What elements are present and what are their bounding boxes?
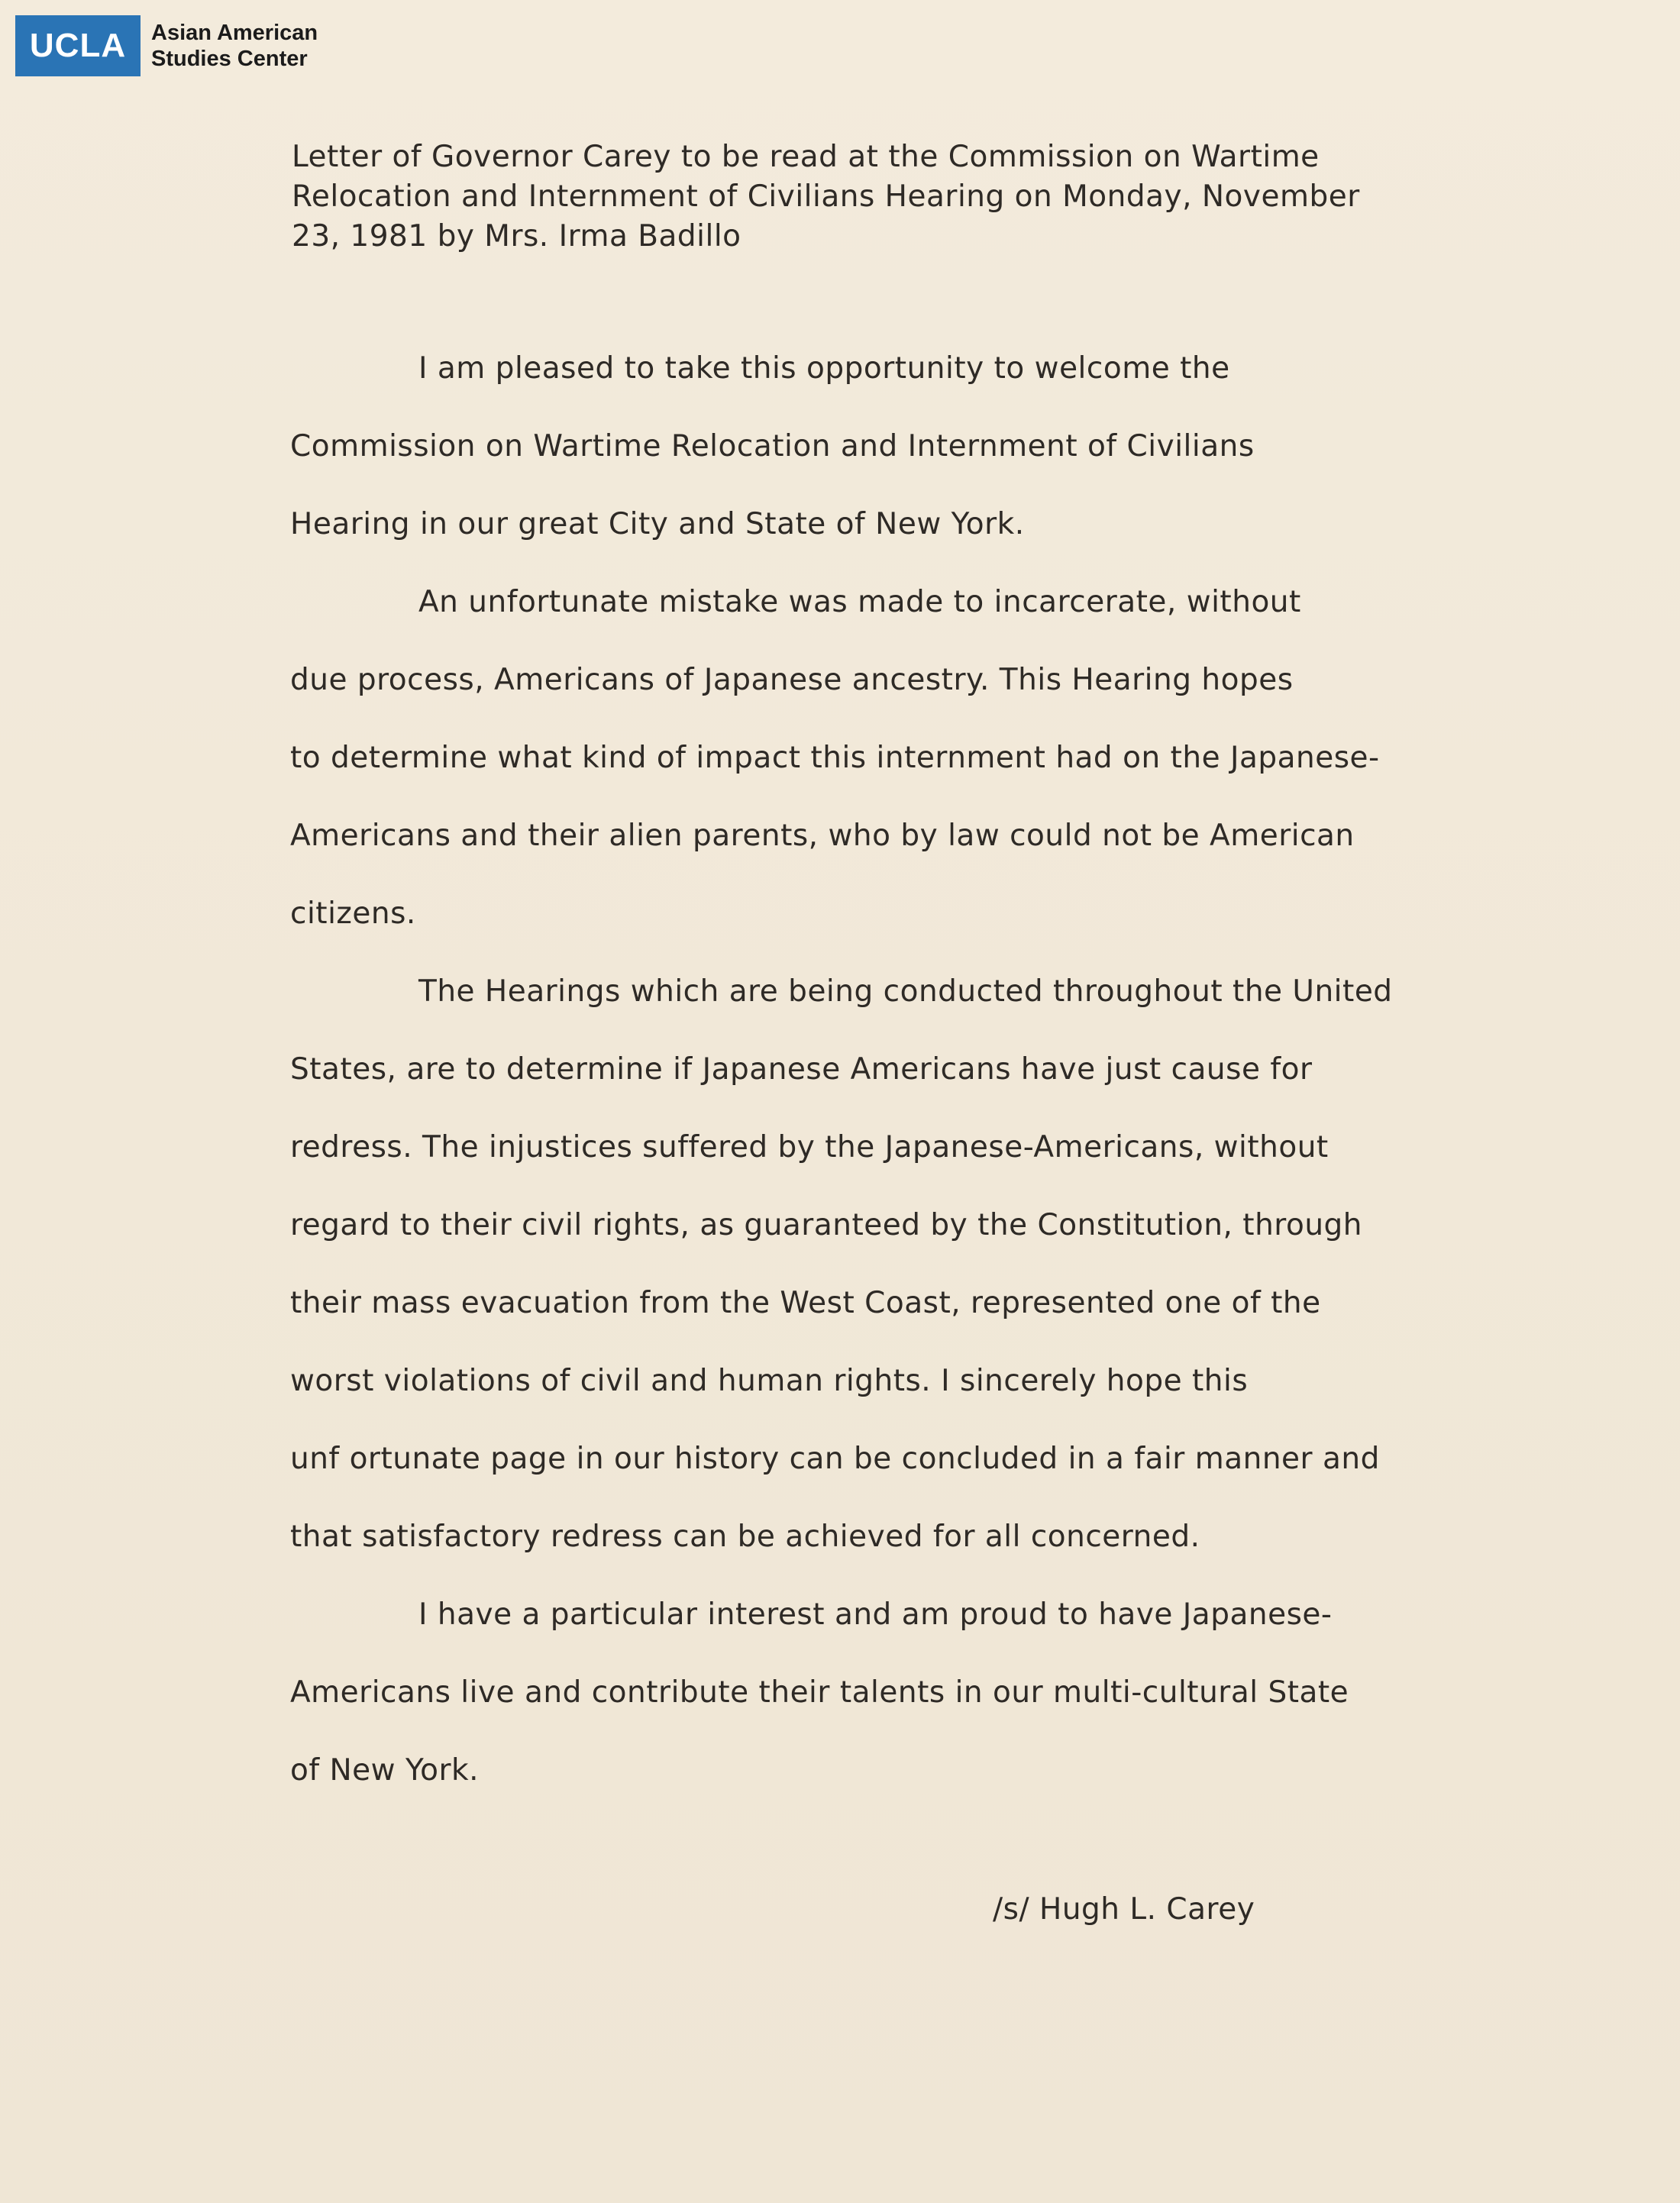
letter-heading [292,137,1514,257]
body-line: The Hearings which are being conducted throughout the United [418,974,1393,1009]
ucla-logo-mark: UCLA [15,15,141,76]
body-line: Americans live and contribute their talents in our multi-cultural State [290,1675,1349,1710]
body-line: worst violations of civil and human rights. I sincerely hope this [290,1364,1249,1398]
heading-line: Letter of Governor Carey to be read at the Commission on Wartime [292,140,1320,174]
body-line: States, are to determine if Japanese Americans have just cause for [290,1052,1313,1087]
body-line: to determine what kind of impact this internment had on the Japanese- [290,741,1380,775]
body-line: regard to their civil rights, as guaranteed by the Constitution, through [290,1208,1363,1242]
heading-line: 23, 1981 by Mrs. Irma Badillo [292,219,741,254]
paragraph-hearings [290,953,1512,1576]
paragraph-interest [290,1576,1512,1810]
logo-line-1: Asian American [151,21,318,45]
paragraph-welcome [290,330,1512,564]
body-line: unf ortunate page in our history can be concluded in a fair manner and [290,1442,1380,1476]
logo-center-name [151,20,318,72]
body-line: due process, Americans of Japanese ancestry. This Hearing hopes [290,663,1294,697]
ucla-aasc-logo [15,15,318,76]
body-line: Commission on Wartime Relocation and Internment of Civilians [290,429,1255,464]
body-line: that satisfactory redress can be achieved for all concerned. [290,1520,1200,1554]
body-line: I am pleased to take this opportunity to welcome the [418,351,1230,386]
body-line: redress. The injustices suffered by the Japanese-Americans, without [290,1130,1329,1164]
body-line: Americans and their alien parents, who by law could not be American [290,819,1355,853]
logo-line-2: Studies Center [151,47,308,71]
letter-body [290,330,1512,1810]
paragraph-mistake [290,564,1512,953]
signature-line: /s/ Hugh L. Carey [993,1892,1255,1927]
body-line: Hearing in our great City and State of New York. [290,507,1025,541]
body-line: of New York. [290,1753,479,1788]
heading-line: Relocation and Internment of Civilians Hearing on Monday, November [292,179,1360,214]
body-line: I have a particular interest and am proud to have Japanese- [418,1597,1333,1632]
body-line: An unfortunate mistake was made to incarcerate, without [418,585,1301,619]
body-line: citizens. [290,896,416,931]
body-line: their mass evacuation from the West Coast, represented one of the [290,1286,1321,1320]
